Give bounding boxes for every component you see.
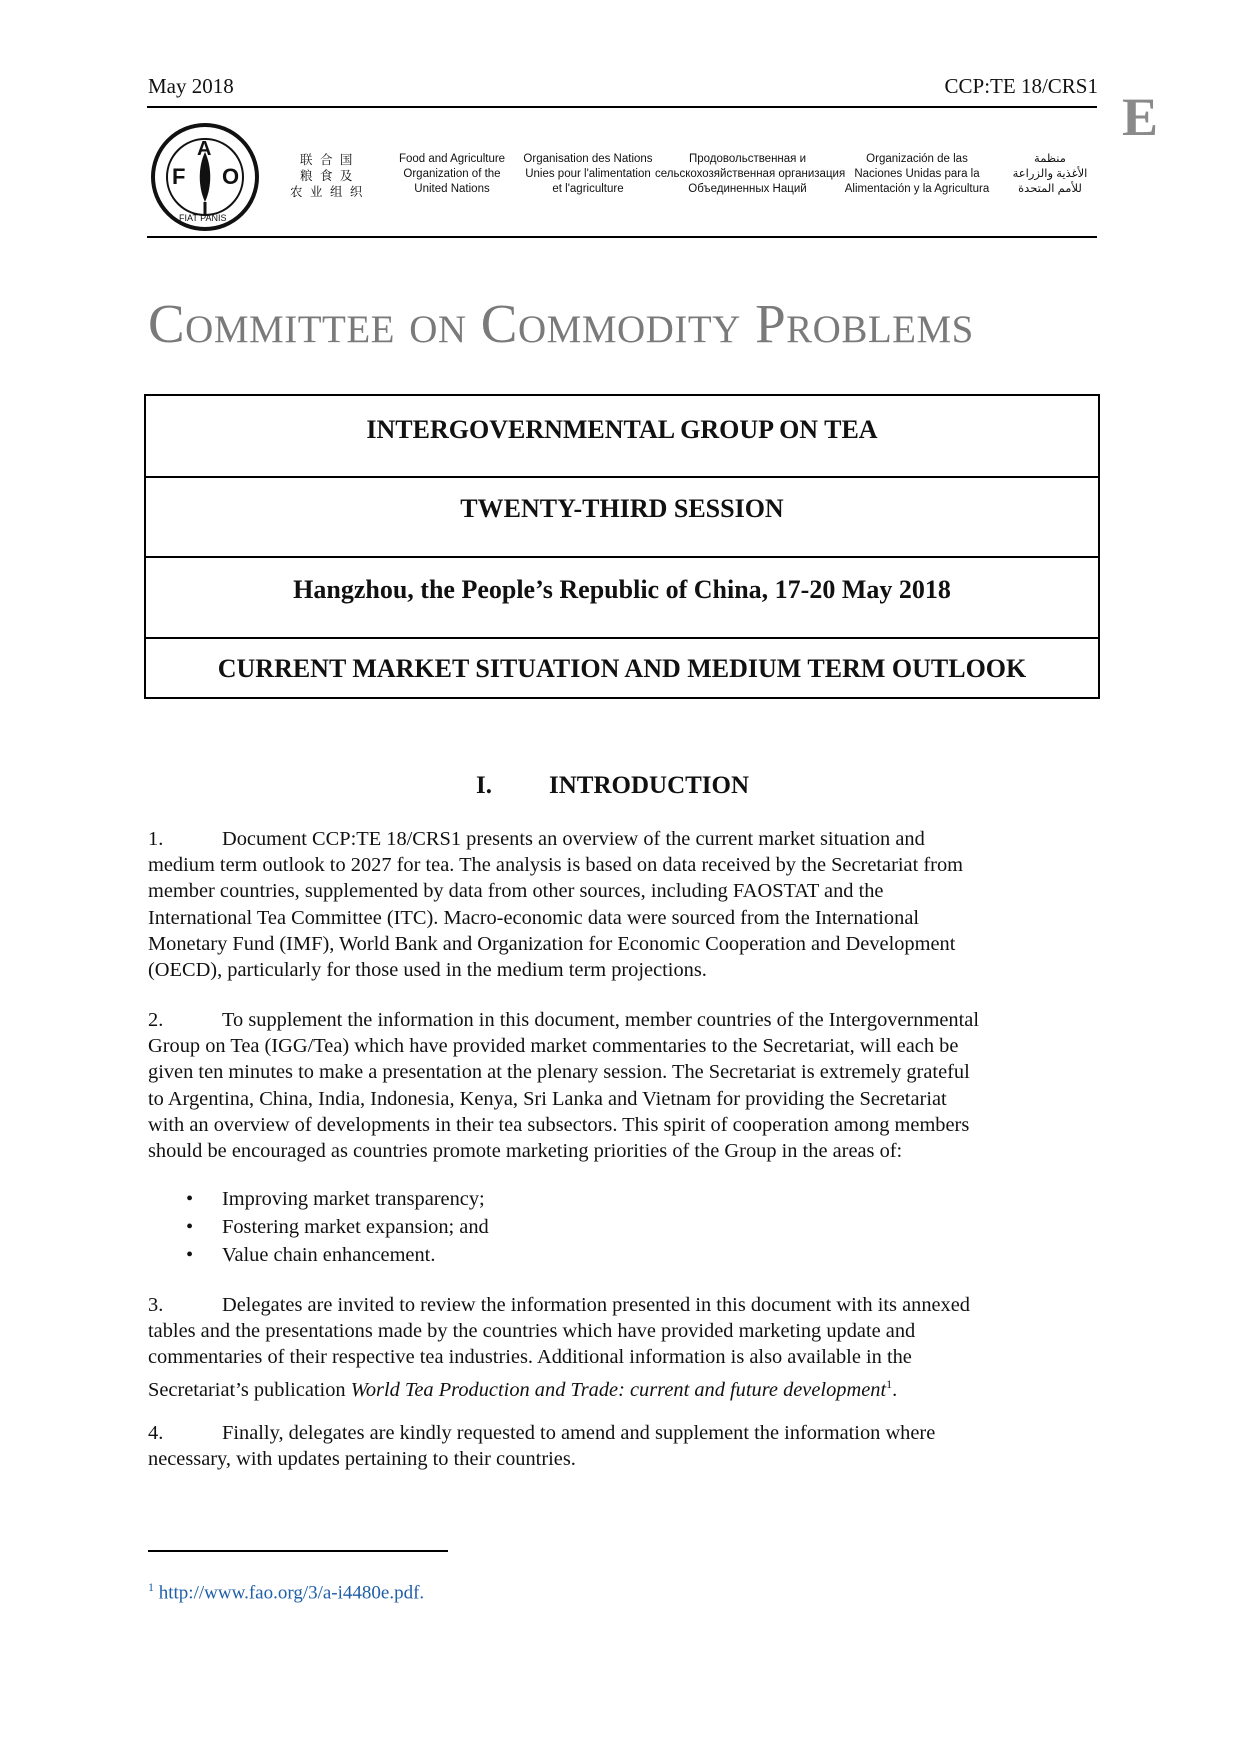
fao-logo bbox=[150, 122, 260, 232]
org-name-chinese: 联 合 国 粮 食 及 农 业 组 织 bbox=[290, 153, 365, 199]
footnote-link[interactable]: http://www.fao.org/3/a-i4480e.pdf. bbox=[158, 1582, 425, 1604]
paragraph-1: 1. Document CCP:TE 18/CRS1 presents an overview of the current market situation and medium term outlook to 2027 for tea. The analysis is based on data received by the Secretariat from member countries, supplemented by data from other sources, including FAOSTAT and the International Tea Committee (ITC). Macro-economic data were sourced from the International Monetary Fund (IMF), World Bank and Organization for Economic Cooperation and Development (OECD), particularly for those used in the medium term projections. bbox=[148, 828, 963, 982]
session-location-date: Hangzhou, the People’s Republic of China, 17-20 May 2018 bbox=[293, 575, 951, 604]
logo-letter-f: F bbox=[172, 164, 186, 189]
section-number: I. bbox=[476, 772, 492, 799]
org-name-french: Organisation des Nations Unies pour l'alimentation et l'agriculture bbox=[523, 153, 653, 195]
footnote bbox=[148, 1580, 424, 1604]
org-name-arabic: منظمة الأغذية والزراعة للأمم المتحدة bbox=[1012, 153, 1088, 195]
footnote-separator bbox=[148, 1550, 448, 1552]
committee-title: Committee on Commodity Problems bbox=[148, 293, 974, 354]
session-info-box bbox=[144, 394, 1100, 699]
language-indicator: E bbox=[1122, 87, 1159, 147]
header-rule-bottom bbox=[147, 236, 1097, 238]
group-name: INTERGOVERNMENTAL GROUP ON TEA bbox=[366, 415, 878, 444]
paragraph-number: 4. bbox=[148, 1422, 164, 1444]
list-item: • Fostering market expansion; and bbox=[148, 1213, 489, 1241]
org-name-russian: Продовольственная и сельскохозяйственная организация Объединенных Наций bbox=[655, 153, 846, 195]
document-date: May 2018 bbox=[148, 74, 234, 98]
section-heading bbox=[476, 772, 750, 800]
section-title: INTRODUCTION bbox=[549, 772, 750, 799]
publication-title: World Tea Production and Trade: current and future development bbox=[350, 1378, 887, 1401]
list-item: • Value chain enhancement. bbox=[148, 1241, 489, 1269]
org-name-spanish: Organización de las Naciones Unidas para la Alimentación y la Agricultura bbox=[844, 153, 990, 195]
paragraph-number: 3. bbox=[148, 1294, 164, 1316]
paragraph-4: 4. Finally, delegates are kindly requested to amend and supplement the information where necessary, with updates pertaining to their countries. bbox=[148, 1422, 936, 1471]
header-rule-top bbox=[147, 106, 1097, 108]
footnote-ref: 1 bbox=[886, 1376, 893, 1391]
logo-motto: FIAT PANIS bbox=[179, 213, 227, 223]
paragraph-number: 1. bbox=[148, 828, 164, 850]
paragraph-3: 3. Delegates are invited to review the information presented in this document with its annexed tables and the presentations made by the countries which have provided marketing update and commentaries of their respective tea industries. Additional information is also available in the Secretariat’s publication World Tea Production and Trade: current and future development$^1$. bbox=[148, 1294, 971, 1401]
footnote-marker: 1 bbox=[148, 1580, 154, 1594]
list-item: • Improving market transparency; bbox=[148, 1185, 489, 1213]
org-name-english: Food and Agriculture Organization of the United Nations bbox=[398, 153, 506, 195]
session-name: TWENTY-THIRD SESSION bbox=[460, 494, 784, 523]
logo-letter-o: O bbox=[222, 164, 240, 189]
paragraph-2: 2. To supplement the information in this document, member countries of the Intergovernmental Group on Tea (IGG/Tea) which have provided market commentaries to the Secretariat, will each be given ten minutes to make a presentation at the plenary session. The Secretariat is extremely grateful to Argentina, China, India, Indonesia, Kenya, Sri Lanka and Vietnam for providing the Secretariat with an overview of developments in their tea subsectors. This spirit of cooperation among members should be encouraged as countries promote marketing priorities of the Group in the areas of: bbox=[148, 1009, 979, 1163]
priority-list bbox=[148, 1185, 489, 1269]
paragraph-number: 2. bbox=[148, 1009, 164, 1031]
logo-letter-a: A bbox=[197, 138, 212, 160]
document-title: CURRENT MARKET SITUATION AND MEDIUM TERM OUTLOOK bbox=[217, 654, 1027, 683]
document-code: CCP:TE 18/CRS1 bbox=[944, 74, 1098, 98]
